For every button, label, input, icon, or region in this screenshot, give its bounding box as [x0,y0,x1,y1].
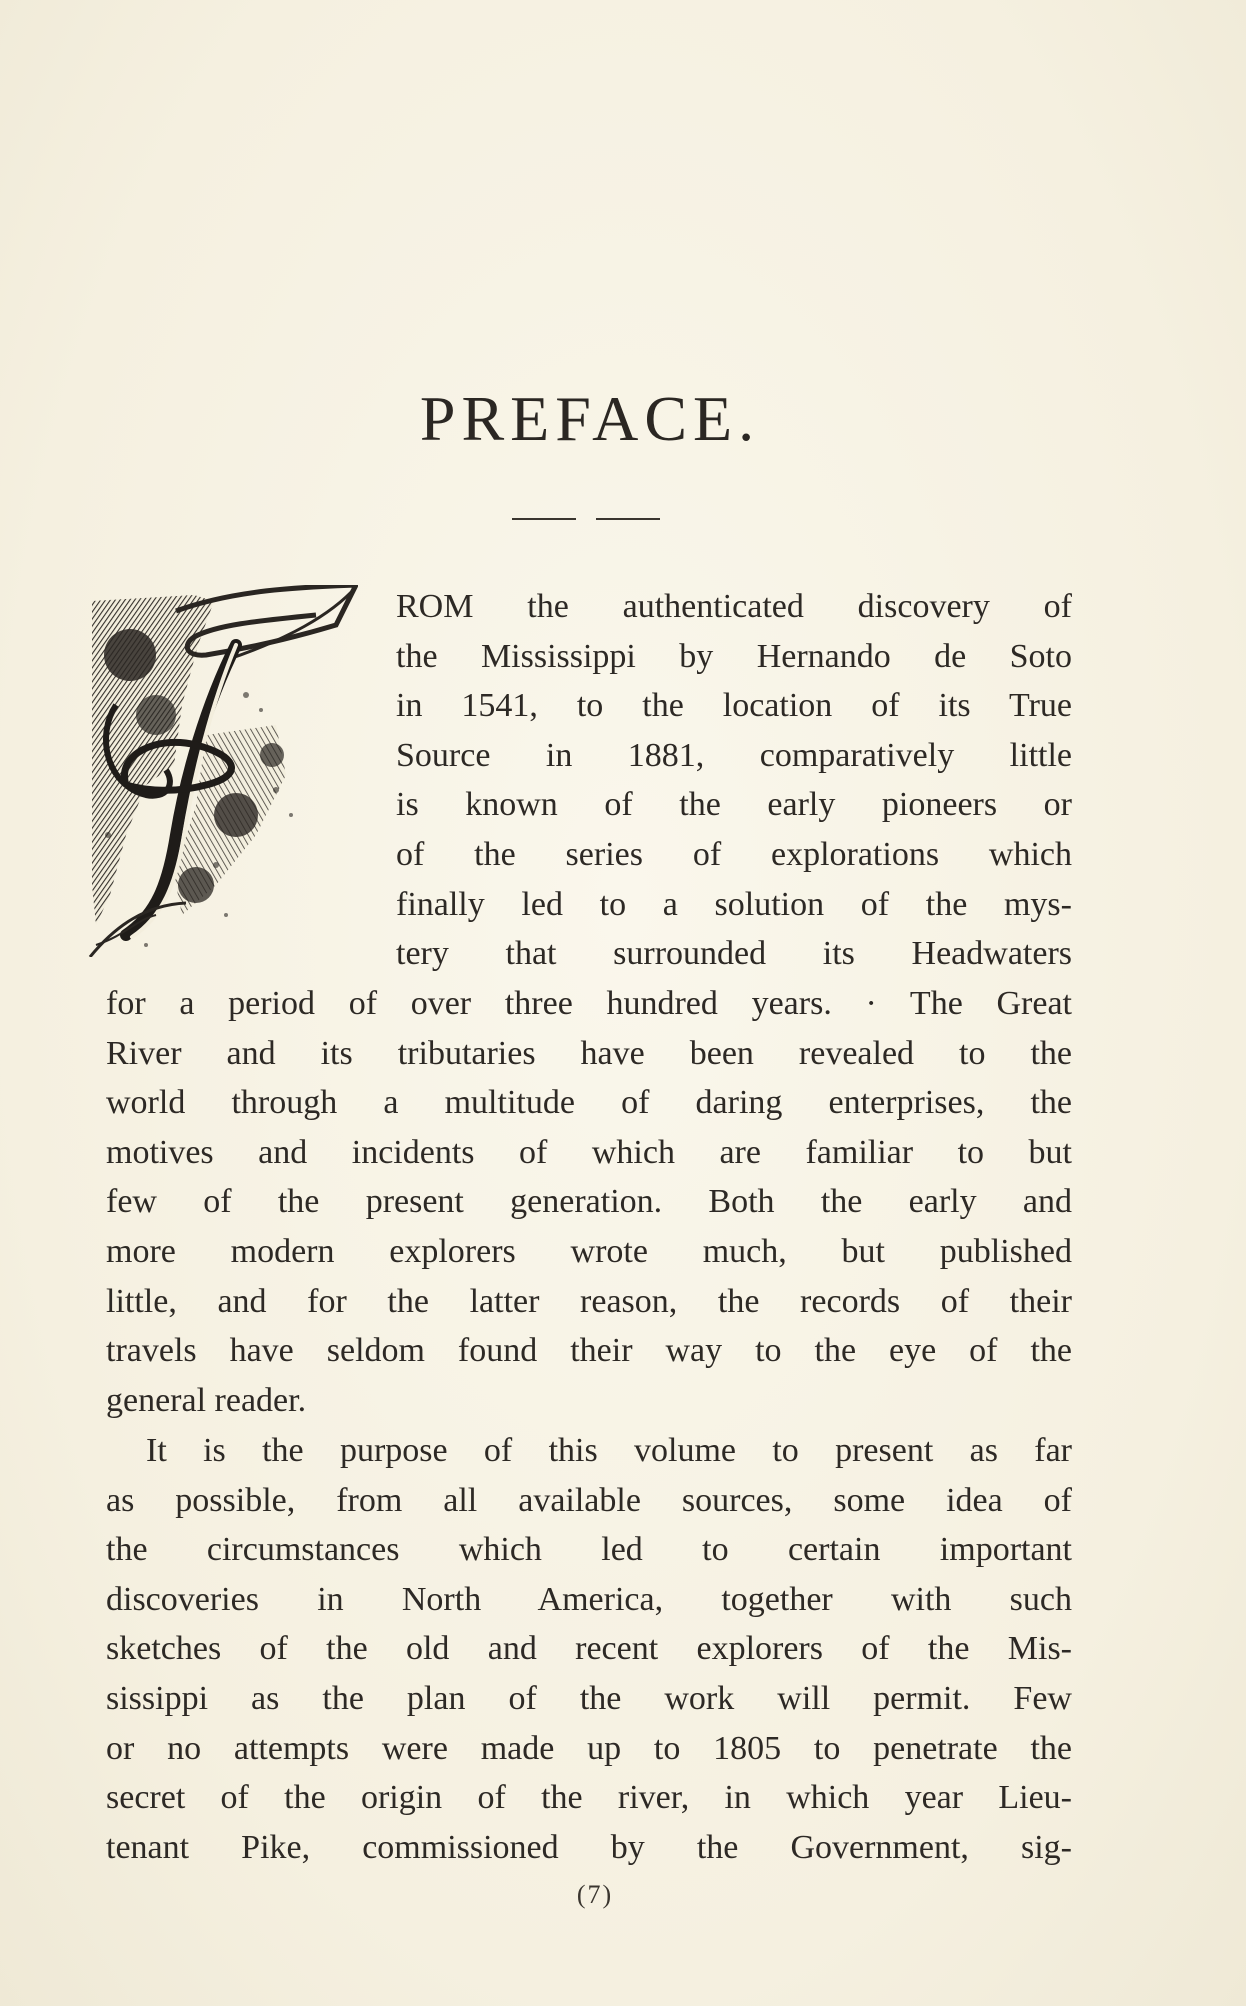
text-line: Source in 1881, comparatively little [396,736,1072,774]
text-line: the circumstances which led to certain important [106,1531,1072,1569]
text-line: more modern explorers wrote much, but published [106,1232,1072,1270]
text-line: tenant Pike, commissioned by the Government, sig- [106,1828,1072,1866]
text-line: travels have seldom found their way to the eye of the [106,1332,1072,1370]
text-line: sketches of the old and recent explorers of the Mis- [106,1630,1072,1668]
text-line: few of the present generation. Both the early and [106,1183,1072,1221]
text-line: finally led to a solution of the mys- [396,885,1072,923]
text-line: general reader. [106,1381,307,1419]
text-line: tery that surrounded its Headwaters [396,935,1072,973]
title-rule-right [596,518,660,520]
text-line: for a period of over three hundred years. · The Great [106,985,1072,1022]
text-line: in 1541, to the location of its True [396,687,1072,725]
page-title: PREFACE. [419,383,761,454]
text-line: world through a multitude of daring enterprises, the [106,1084,1072,1122]
text-line: ROM the authenticated discovery of [396,588,1072,625]
text-line: the Mississippi by Hernando de Soto [396,637,1072,675]
text-line: is known of the early pioneers or [396,786,1072,824]
paragraph-1-continuation [106,979,1072,1425]
text-line: little, and for the latter reason, the records of their [106,1282,1072,1320]
text-line: as possible, from all available sources, some idea of [106,1481,1072,1519]
text-line: or no attempts were made up to 1805 to penetrate the [106,1729,1072,1767]
text-line: of the series of explorations which [396,835,1072,873]
paragraph-2 [106,1426,1072,1872]
text-line: River and its tributaries have been revealed to the [106,1034,1072,1072]
title-rule-left [512,518,576,520]
ornamental-dropcap-f-icon [86,585,358,957]
text-line: It is the purpose of this volume to present as far [146,1432,1072,1469]
text-line: secret of the origin of the river, in which year Lieu- [106,1779,1072,1817]
text-line: discoveries in North America, together with such [106,1580,1072,1618]
text-line: sissippi as the plan of the work will permit. Few [106,1679,1072,1717]
page-number: (7) [576,1880,614,1909]
text-line: motives and incidents of which are familiar to but [106,1133,1072,1171]
paragraph-1-opening [396,582,1072,979]
